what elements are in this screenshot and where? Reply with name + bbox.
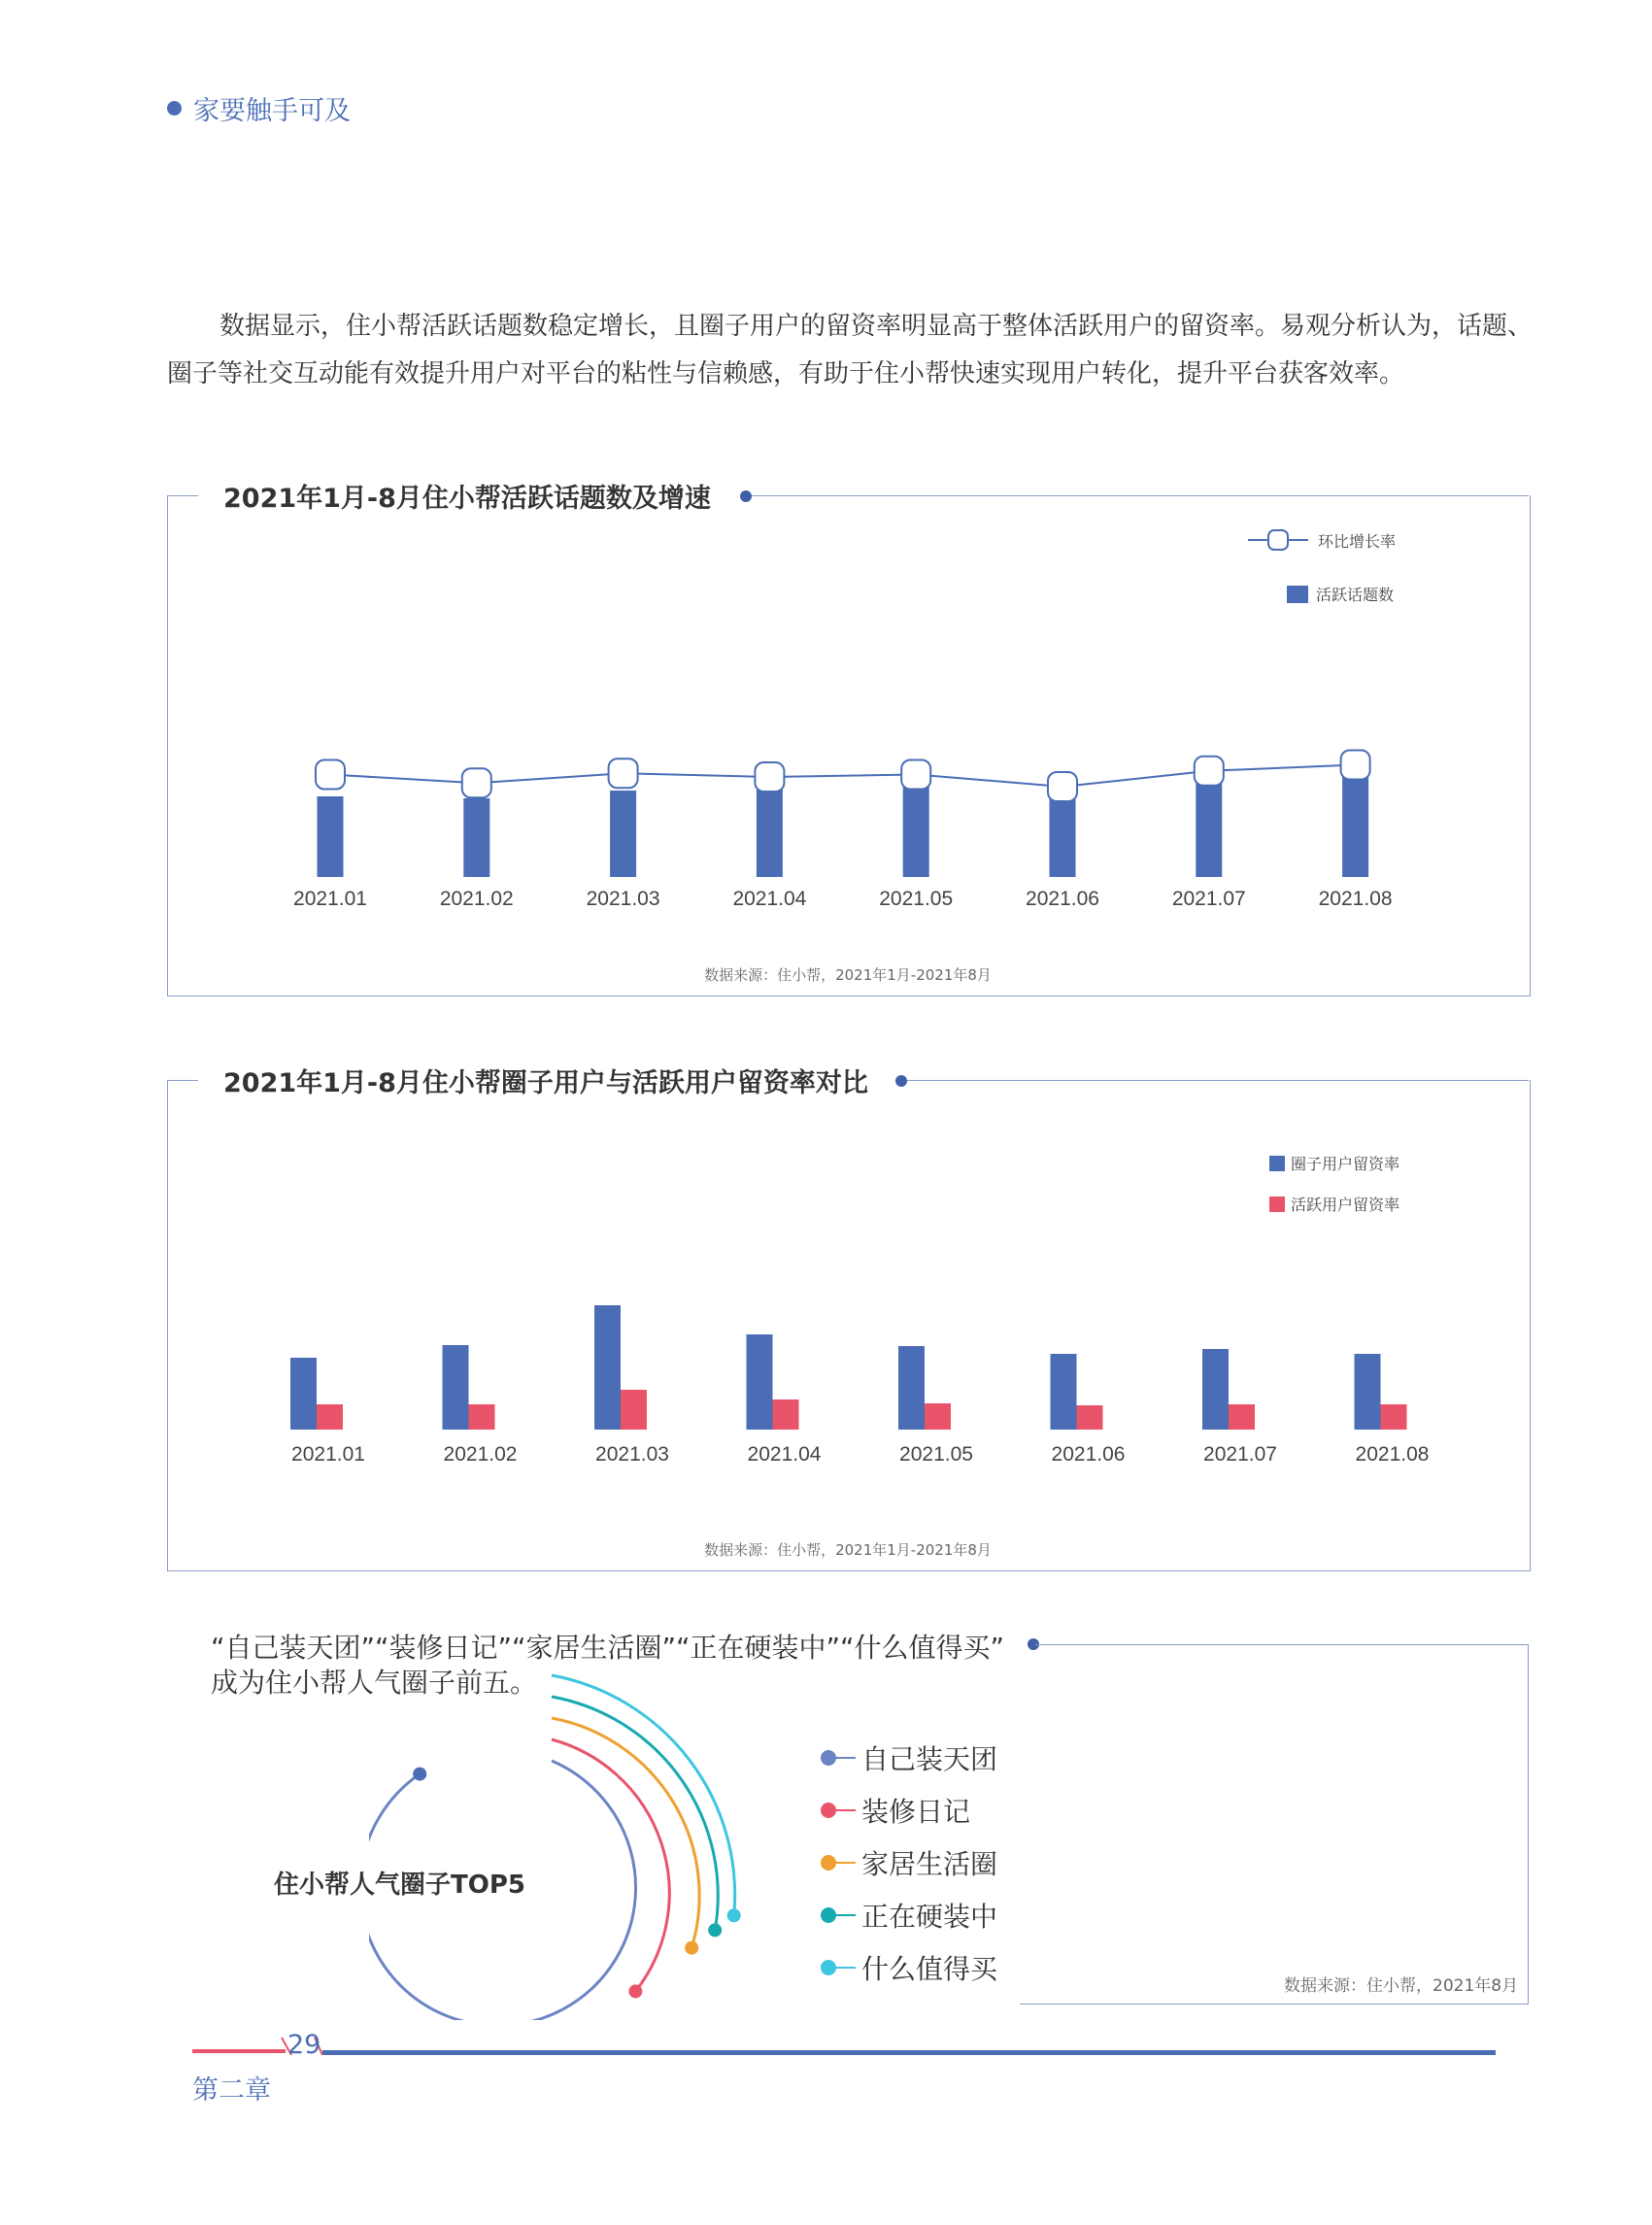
- top5-legend-label: 装修日记: [861, 1796, 971, 1828]
- chart2-bar-active-2: [469, 1404, 495, 1430]
- chart2-bar-circle-6: [1051, 1354, 1077, 1430]
- top5-legend-label: 正在硬装中: [861, 1901, 998, 1933]
- chart1-xtick-6: 2021.06: [1026, 888, 1099, 910]
- chart2-bar-active-8: [1381, 1404, 1407, 1430]
- chapter-label: 第二章: [192, 2075, 271, 2106]
- footer-red-bar: [192, 2049, 286, 2053]
- chart1-line-point-3: [609, 759, 638, 788]
- page-number: 29: [287, 2030, 321, 2060]
- top5-chart-title: 住小帮人气圈子TOP5: [274, 1871, 525, 1900]
- arc-item-5: [552, 1675, 735, 1915]
- chart2-xtick-8: 2021.08: [1355, 1443, 1430, 1466]
- chart1-line-point-5: [901, 760, 930, 790]
- chart1-line-point-1: [316, 760, 345, 790]
- bullet-dot-icon: [167, 101, 182, 116]
- section-header: [167, 89, 351, 127]
- chart1-xtick-4: 2021.04: [732, 888, 807, 910]
- chart2-source: 数据来源：住小帮，2021年1月-2021年8月: [704, 1541, 992, 1559]
- chart2-bar-circle-5: [898, 1346, 925, 1430]
- legend-dot-icon: [821, 1801, 856, 1820]
- top5-legend-item-5: [821, 1948, 997, 1987]
- chart2-bar-circle-3: [594, 1305, 621, 1430]
- chart2-legend-active-label: 活跃用户留资率: [1291, 1196, 1400, 1214]
- legend-dot-icon: [821, 1958, 856, 1977]
- chart1-legend-growth-label: 环比增长率: [1318, 531, 1397, 551]
- chart2-bar-circle-2: [443, 1345, 469, 1430]
- chart2-xtick-7: 2021.07: [1203, 1443, 1277, 1466]
- top5-frame-bottom: [1020, 2004, 1529, 2005]
- chart1-source: 数据来源：住小帮，2021年1月-2021年8月: [704, 966, 992, 984]
- legend-dot-icon: [821, 1905, 856, 1925]
- chart1-xtick-5: 2021.05: [879, 888, 954, 910]
- arc-item-2: [552, 1739, 669, 1991]
- chart2-bar-circle-1: [290, 1358, 317, 1430]
- chart1-line-point-4: [755, 762, 784, 792]
- section-title: 家要触手可及: [193, 96, 351, 126]
- chart1-xtick-1: 2021.01: [293, 888, 367, 910]
- chart1-line-point-7: [1195, 757, 1224, 786]
- chart1-bar-4: [757, 788, 783, 877]
- chart2-bar-active-5: [925, 1403, 951, 1430]
- chart2-xtick-2: 2021.02: [443, 1443, 518, 1466]
- footer-blue-bar: [322, 2050, 1496, 2055]
- chart1-xtick-7: 2021.07: [1171, 888, 1246, 910]
- top5-legend-item-4: [821, 1896, 997, 1935]
- top5-legend-item-1: [821, 1738, 997, 1777]
- top5-legend-label: 自己装天团: [861, 1743, 998, 1775]
- top5-arc-chart: [369, 1651, 777, 2020]
- chart2-bar-active-4: [773, 1399, 799, 1430]
- chart2-bar-circle-8: [1355, 1354, 1381, 1430]
- chart2-bar-active-3: [621, 1390, 647, 1430]
- chart1-line-point-8: [1341, 751, 1370, 780]
- top5-heading-line1: “自己装天团”“装修日记”“家居生活圈”“正在硬装中”“什么值得买”: [211, 1632, 1005, 1664]
- body-paragraph: 数据显示，住小帮活跃话题数稳定增长，且圈子用户的留资率明显高于整体活跃用户的留资率。易观分析认为，话题、圈子等社交互动能有效提升用户对平台的粘性与信赖感，有助于住小帮快速实现用户转化，提升平台获客效率。: [167, 312, 1534, 388]
- legend-dot-icon: [821, 1748, 856, 1768]
- top5-heading-line2: 成为住小帮人气圈子前五。: [211, 1667, 538, 1699]
- chart2-title: 2021年1月-8月住小帮圈子用户与活跃用户留资率对比: [223, 1068, 868, 1098]
- chart1-xtick-2: 2021.02: [439, 888, 514, 910]
- top5-legend-label: 什么值得买: [861, 1953, 998, 1985]
- chart1-bar-5: [903, 783, 929, 877]
- chart2-bar-circle-7: [1202, 1349, 1229, 1430]
- top5-legend-item-2: [821, 1791, 970, 1830]
- chart1-bar-7: [1196, 777, 1222, 877]
- top5-legend-item-3: [821, 1843, 997, 1882]
- top5-source: 数据来源：住小帮，2021年8月: [1284, 1976, 1519, 1996]
- chart2-xtick-4: 2021.04: [747, 1443, 822, 1466]
- chart1-line-point-6: [1048, 772, 1077, 801]
- chart2-bar-active-6: [1077, 1405, 1103, 1430]
- arc-dot-item-5: [727, 1908, 741, 1922]
- chart2-bar-circle-4: [747, 1334, 773, 1430]
- top5-frame-right: [1528, 1644, 1529, 2004]
- arc-dot-item-2: [628, 1984, 642, 1998]
- arc-dot-item-1: [413, 1768, 426, 1781]
- chart2-legend-circle-label: 圈子用户留资率: [1291, 1155, 1400, 1173]
- chart2-bar-active-7: [1229, 1404, 1255, 1430]
- chart1-line-point-2: [462, 768, 491, 797]
- chart1-legend-count-label: 活跃话题数: [1316, 586, 1395, 604]
- chart2-plot: [167, 1080, 1529, 1570]
- chart1-bar-2: [463, 798, 489, 877]
- chart1-title: 2021年1月-8月住小帮活跃话题数及增速: [223, 484, 711, 514]
- arc-dot-item-4: [708, 1923, 722, 1937]
- chart2-xtick-1: 2021.01: [291, 1443, 365, 1466]
- top5-legend-label: 家居生活圈: [861, 1848, 998, 1880]
- chart1-bar-1: [318, 796, 344, 877]
- chart1-plot: [167, 495, 1529, 995]
- chart2-xtick-3: 2021.03: [595, 1443, 669, 1466]
- top5-frame-topline: [1035, 1644, 1529, 1645]
- legend-dot-icon: [821, 1853, 856, 1872]
- chart1-bar-8: [1342, 763, 1368, 877]
- chart1-xtick-3: 2021.03: [586, 888, 660, 910]
- chart2-xtick-6: 2021.06: [1051, 1443, 1126, 1466]
- chart1-bar-3: [610, 791, 636, 877]
- arc-dot-item-3: [685, 1941, 698, 1955]
- chart2-xtick-5: 2021.05: [899, 1443, 973, 1466]
- chart1-xtick-8: 2021.08: [1318, 888, 1393, 910]
- chart2-bar-active-1: [317, 1404, 343, 1430]
